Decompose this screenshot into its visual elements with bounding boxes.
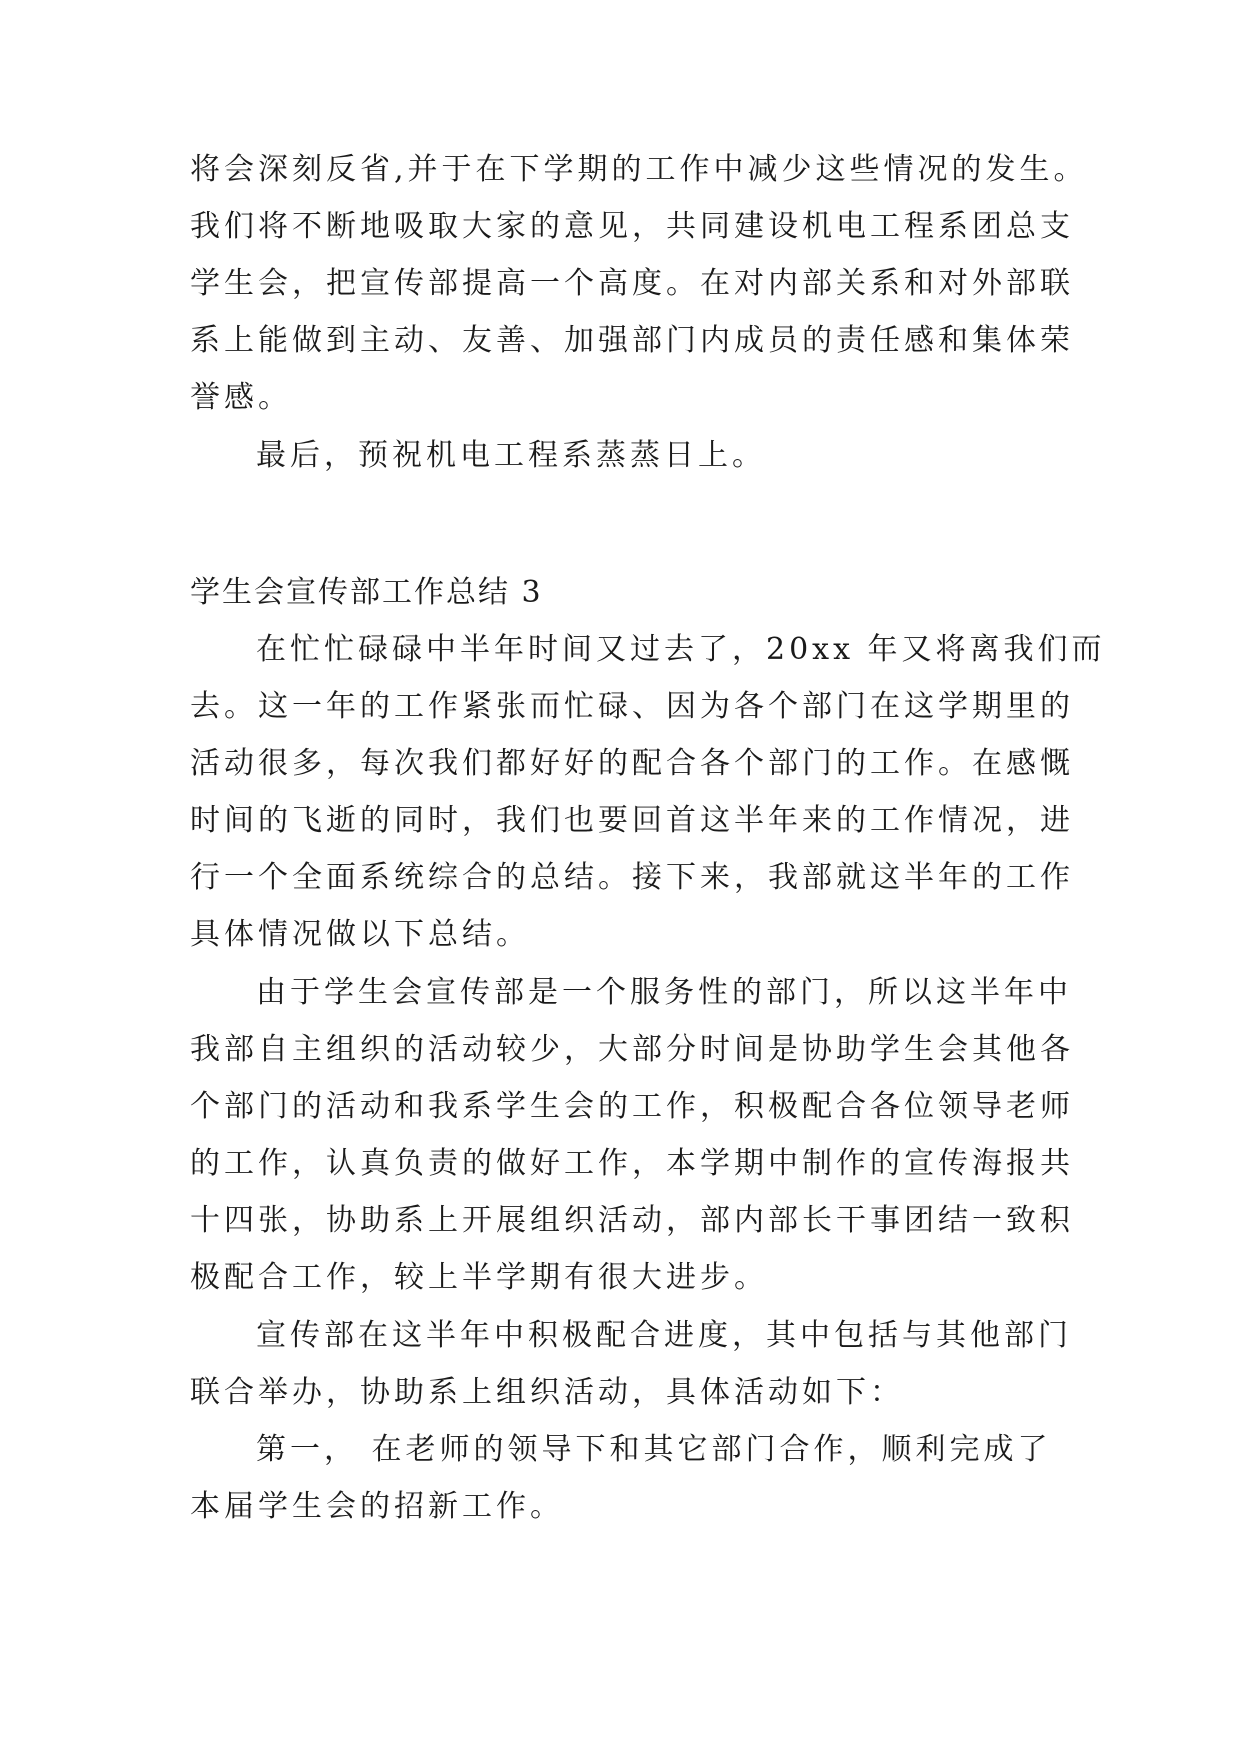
section-title: 学生会宣传部工作总结 3 [190, 575, 543, 610]
text-line: 时间的飞逝的同时，我们也要回首这半年来的工作情况，进 [190, 803, 1074, 838]
text-line: 十四张，协助系上开展组织活动，部内部长干事团结一致积 [190, 1203, 1074, 1238]
text-line: 誉感。 [190, 380, 292, 415]
text-line: 活动很多，每次我们都好好的配合各个部门的工作。在感慨 [190, 746, 1074, 781]
text-line: 将会深刻反省,并于在下学期的工作中减少这些情况的发生。 [190, 152, 1088, 187]
closing-paragraph: 最后，预祝机电工程系蒸蒸日上。 [256, 438, 766, 473]
text-line: 本届学生会的招新工作。 [190, 1489, 564, 1524]
text-line: 的工作，认真负责的做好工作，本学期中制作的宣传海报共 [190, 1146, 1074, 1181]
text-line: 由于学生会宣传部是一个服务性的部门，所以这半年中 [256, 975, 1072, 1010]
text-line: 系上能做到主动、友善、加强部门内成员的责任感和集体荣 [190, 323, 1074, 358]
text-line: 个部门的活动和我系学生会的工作，积极配合各位领导老师 [190, 1089, 1074, 1124]
text-line: 第一， 在老师的领导下和其它部门合作，顺利完成了 [256, 1432, 1052, 1467]
text-line: 在忙忙碌碌中半年时间又过去了，20xx 年又将离我们而 [256, 632, 1106, 667]
text-line: 联合举办，协助系上组织活动，具体活动如下： [190, 1375, 904, 1410]
text-line: 宣传部在这半年中积极配合进度，其中包括与其他部门 [256, 1318, 1072, 1353]
text-line: 具体情况做以下总结。 [190, 917, 530, 952]
text-line: 我部自主组织的活动较少，大部分时间是协助学生会其他各 [190, 1032, 1074, 1067]
text-line: 极配合工作，较上半学期有很大进步。 [190, 1260, 768, 1295]
text-line: 我们将不断地吸取大家的意见，共同建设机电工程系团总支 [190, 209, 1074, 244]
text-line: 去。这一年的工作紧张而忙碌、因为各个部门在这学期里的 [190, 689, 1074, 724]
text-line: 学生会，把宣传部提高一个高度。在对内部关系和对外部联 [190, 266, 1074, 301]
text-line: 行一个全面系统综合的总结。接下来，我部就这半年的工作 [190, 860, 1074, 895]
